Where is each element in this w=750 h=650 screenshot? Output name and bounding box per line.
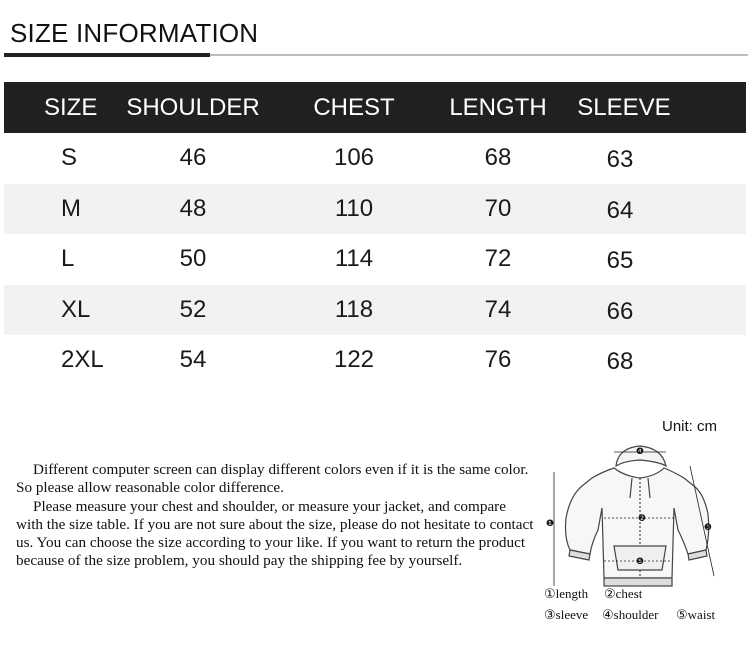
size-note	[16, 461, 536, 571]
size-cell: S	[61, 144, 78, 172]
sleeve-cell: 63	[606, 146, 634, 174]
shoulder-cell: 48	[179, 194, 207, 222]
note-paragraph: Please measure your chest and shoulder, or measure your jacket, and compare with the size table. If you are not sure about the size, please do not hesitate to contact us. You can choose the size according to your like. If you want to return the product because of the size problem, you should pay the shipping fee by yourself.	[16, 497, 534, 570]
table-header	[4, 82, 746, 133]
sleeve-cell: 68	[606, 348, 634, 376]
table-row	[4, 184, 746, 235]
table-row	[4, 234, 746, 285]
length-cell: 72	[484, 245, 512, 273]
sleeve-cell: 65	[606, 247, 634, 275]
shoulder-cell: 54	[179, 346, 207, 374]
shoulder-marker: ❹	[635, 447, 645, 457]
table-row	[4, 133, 746, 184]
size-cell: M	[61, 194, 81, 222]
column-header-shoulder: SHOULDER	[126, 93, 260, 121]
length-cell: 76	[484, 346, 512, 374]
table-row	[4, 285, 746, 336]
waist-marker: ❺	[635, 557, 645, 567]
sleeve-cell: 66	[606, 297, 634, 325]
length-marker: ❶	[545, 519, 555, 529]
legend-sleeve: ③sleeve	[544, 607, 589, 622]
column-header-size: SIZE	[44, 93, 98, 121]
column-header-length: LENGTH	[449, 93, 547, 121]
chest-cell: 110	[334, 194, 374, 222]
chest-cell: 114	[334, 245, 374, 273]
note-paragraph: Different computer screen can display different colors even if it is the same color. So please allow reasonable color difference.	[16, 461, 529, 497]
size-cell: 2XL	[61, 346, 104, 374]
length-cell: 74	[484, 295, 512, 323]
page-title: SIZE INFORMATION	[10, 18, 259, 48]
size-cell: XL	[61, 295, 91, 323]
table-row	[4, 335, 746, 386]
length-cell: 70	[484, 194, 512, 222]
chest-cell: 122	[333, 346, 375, 374]
column-header-sleeve: SLEEVE	[577, 93, 671, 121]
hoodie-measurement-diagram	[540, 438, 720, 598]
size-table	[4, 82, 746, 386]
shoulder-cell: 52	[179, 295, 207, 323]
sleeve-marker: ❸	[703, 523, 713, 533]
legend-length: ①length	[544, 586, 589, 601]
legend-waist: ⑤waist	[676, 607, 716, 622]
title-underline-accent	[4, 53, 210, 57]
chest-cell: 118	[334, 295, 374, 323]
legend-chest: ②chest	[604, 586, 643, 601]
length-cell: 68	[484, 144, 512, 172]
chest-marker: ❷	[637, 514, 647, 524]
size-cell: L	[61, 245, 75, 273]
shoulder-cell: 50	[179, 245, 207, 273]
unit-label: Unit: cm	[662, 418, 718, 435]
legend-shoulder: ④shoulder	[602, 607, 659, 622]
shoulder-cell: 46	[179, 144, 207, 172]
column-header-chest: CHEST	[313, 93, 395, 121]
chest-cell: 106	[333, 144, 375, 172]
sleeve-cell: 64	[606, 196, 634, 224]
